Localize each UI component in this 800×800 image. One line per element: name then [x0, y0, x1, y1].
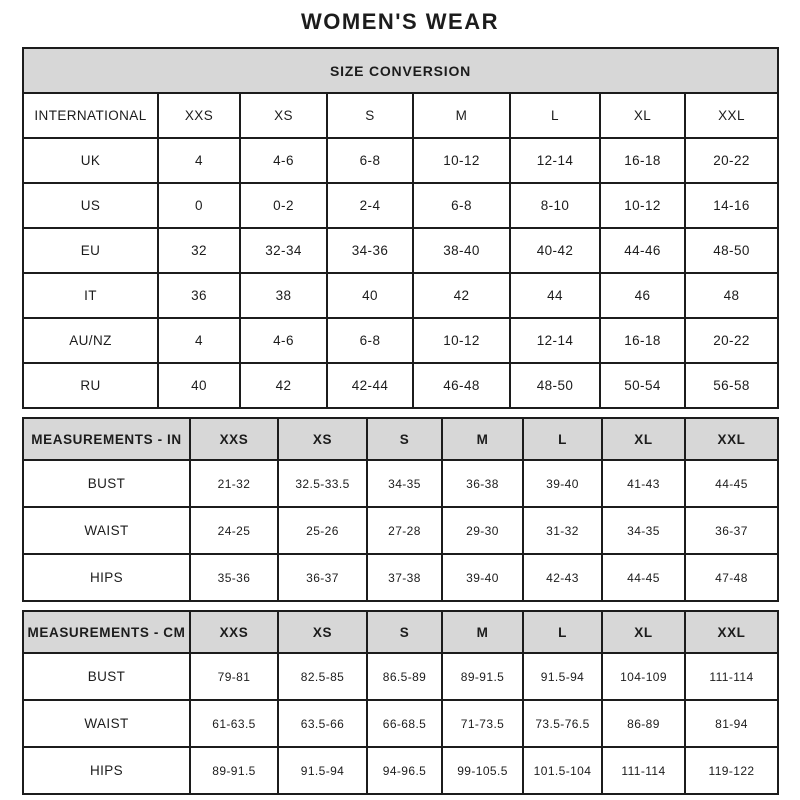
cell: 0 [158, 183, 240, 228]
row-label: WAIST [23, 700, 190, 747]
cell: 50-54 [600, 363, 685, 408]
table-row [23, 554, 778, 601]
cell: 6-8 [327, 318, 413, 363]
cell: 2-4 [327, 183, 413, 228]
cell: 20-22 [685, 318, 778, 363]
cell: 6-8 [327, 138, 413, 183]
measurements-in-header: MEASUREMENTS - IN [23, 418, 190, 460]
table-row [23, 507, 778, 554]
cell: 10-12 [600, 183, 685, 228]
table-row [23, 653, 778, 700]
table-row [23, 228, 778, 273]
cell: 99-105.5 [442, 747, 523, 794]
cell: 36-37 [278, 554, 367, 601]
cell: 27-28 [367, 507, 442, 554]
row-label: HIPS [23, 747, 190, 794]
cell: 66-68.5 [367, 700, 442, 747]
column-header: XS [240, 93, 327, 138]
cell: 82.5-85 [278, 653, 367, 700]
cell: 81-94 [685, 700, 778, 747]
measurements-in-table [22, 417, 779, 602]
cell: 91.5-94 [278, 747, 367, 794]
column-header: XL [602, 611, 685, 653]
cell: 10-12 [413, 138, 510, 183]
cell: 42 [413, 273, 510, 318]
cell: 73.5-76.5 [523, 700, 602, 747]
cell: 119-122 [685, 747, 778, 794]
cell: 44-45 [602, 554, 685, 601]
cell: 16-18 [600, 318, 685, 363]
row-label: UK [23, 138, 158, 183]
cell: 41-43 [602, 460, 685, 507]
cell: 91.5-94 [523, 653, 602, 700]
cell: 32.5-33.5 [278, 460, 367, 507]
measurements-cm-header: MEASUREMENTS - CM [23, 611, 190, 653]
row-label: IT [23, 273, 158, 318]
column-header-row [23, 611, 778, 653]
table-row [23, 363, 778, 408]
cell: 79-81 [190, 653, 278, 700]
cell: 86.5-89 [367, 653, 442, 700]
cell: 86-89 [602, 700, 685, 747]
column-header: L [523, 611, 602, 653]
cell: 44-45 [685, 460, 778, 507]
row-label: RU [23, 363, 158, 408]
cell: 63.5-66 [278, 700, 367, 747]
column-header: XXL [685, 93, 778, 138]
cell: 16-18 [600, 138, 685, 183]
cell: 48 [685, 273, 778, 318]
table-row [23, 138, 778, 183]
cell: 42 [240, 363, 327, 408]
column-header: XXL [685, 418, 778, 460]
table-row [23, 183, 778, 228]
table-row [23, 700, 778, 747]
cell: 36-37 [685, 507, 778, 554]
cell: 42-43 [523, 554, 602, 601]
column-header: XL [602, 418, 685, 460]
row-label: US [23, 183, 158, 228]
column-header: S [367, 418, 442, 460]
table-row [23, 747, 778, 794]
cell: 34-35 [602, 507, 685, 554]
cell: 20-22 [685, 138, 778, 183]
cell: 31-32 [523, 507, 602, 554]
cell: 89-91.5 [190, 747, 278, 794]
cell: 42-44 [327, 363, 413, 408]
cell: 14-16 [685, 183, 778, 228]
cell: 21-32 [190, 460, 278, 507]
cell: 94-96.5 [367, 747, 442, 794]
column-header: M [442, 611, 523, 653]
column-header: XXL [685, 611, 778, 653]
cell: 36 [158, 273, 240, 318]
cell: 48-50 [685, 228, 778, 273]
column-header-row [23, 418, 778, 460]
cell: 46-48 [413, 363, 510, 408]
column-header: XL [600, 93, 685, 138]
cell: 40-42 [510, 228, 600, 273]
cell: 40 [158, 363, 240, 408]
cell: 35-36 [190, 554, 278, 601]
row-label: HIPS [23, 554, 190, 601]
cell: 89-91.5 [442, 653, 523, 700]
cell: 47-48 [685, 554, 778, 601]
cell: 56-58 [685, 363, 778, 408]
cell: 4-6 [240, 318, 327, 363]
cell: 34-35 [367, 460, 442, 507]
cell: 12-14 [510, 318, 600, 363]
cell: 6-8 [413, 183, 510, 228]
measurements-cm-table [22, 610, 779, 795]
column-header: XS [278, 418, 367, 460]
cell: 12-14 [510, 138, 600, 183]
column-header: M [442, 418, 523, 460]
cell: 46 [600, 273, 685, 318]
cell: 29-30 [442, 507, 523, 554]
column-header: XXS [190, 611, 278, 653]
table-row [23, 273, 778, 318]
cell: 39-40 [523, 460, 602, 507]
row-label: AU/NZ [23, 318, 158, 363]
size-conversion-header: SIZE CONVERSION [23, 48, 778, 93]
row-label: WAIST [23, 507, 190, 554]
cell: 38-40 [413, 228, 510, 273]
table-row [23, 318, 778, 363]
cell: 44-46 [600, 228, 685, 273]
cell: 0-2 [240, 183, 327, 228]
cell: 111-114 [685, 653, 778, 700]
column-header: M [413, 93, 510, 138]
cell: 32 [158, 228, 240, 273]
cell: 48-50 [510, 363, 600, 408]
cell: 10-12 [413, 318, 510, 363]
cell: 38 [240, 273, 327, 318]
cell: 36-38 [442, 460, 523, 507]
cell: 8-10 [510, 183, 600, 228]
column-header: L [510, 93, 600, 138]
column-header: INTERNATIONAL [23, 93, 158, 138]
column-header-row [23, 93, 778, 138]
cell: 61-63.5 [190, 700, 278, 747]
cell: 71-73.5 [442, 700, 523, 747]
row-label: EU [23, 228, 158, 273]
cell: 37-38 [367, 554, 442, 601]
cell: 111-114 [602, 747, 685, 794]
row-label: BUST [23, 460, 190, 507]
table-row [23, 460, 778, 507]
column-header: L [523, 418, 602, 460]
cell: 4-6 [240, 138, 327, 183]
row-label: BUST [23, 653, 190, 700]
column-header: S [367, 611, 442, 653]
cell: 32-34 [240, 228, 327, 273]
page-title: WOMEN'S WEAR [301, 9, 499, 34]
cell: 25-26 [278, 507, 367, 554]
table-banner-row [23, 48, 778, 93]
cell: 104-109 [602, 653, 685, 700]
cell: 4 [158, 318, 240, 363]
column-header: XXS [158, 93, 240, 138]
cell: 34-36 [327, 228, 413, 273]
size-conversion-table [22, 47, 779, 409]
cell: 4 [158, 138, 240, 183]
cell: 24-25 [190, 507, 278, 554]
cell: 101.5-104 [523, 747, 602, 794]
cell: 39-40 [442, 554, 523, 601]
column-header: S [327, 93, 413, 138]
column-header: XS [278, 611, 367, 653]
cell: 40 [327, 273, 413, 318]
column-header: XXS [190, 418, 278, 460]
cell: 44 [510, 273, 600, 318]
